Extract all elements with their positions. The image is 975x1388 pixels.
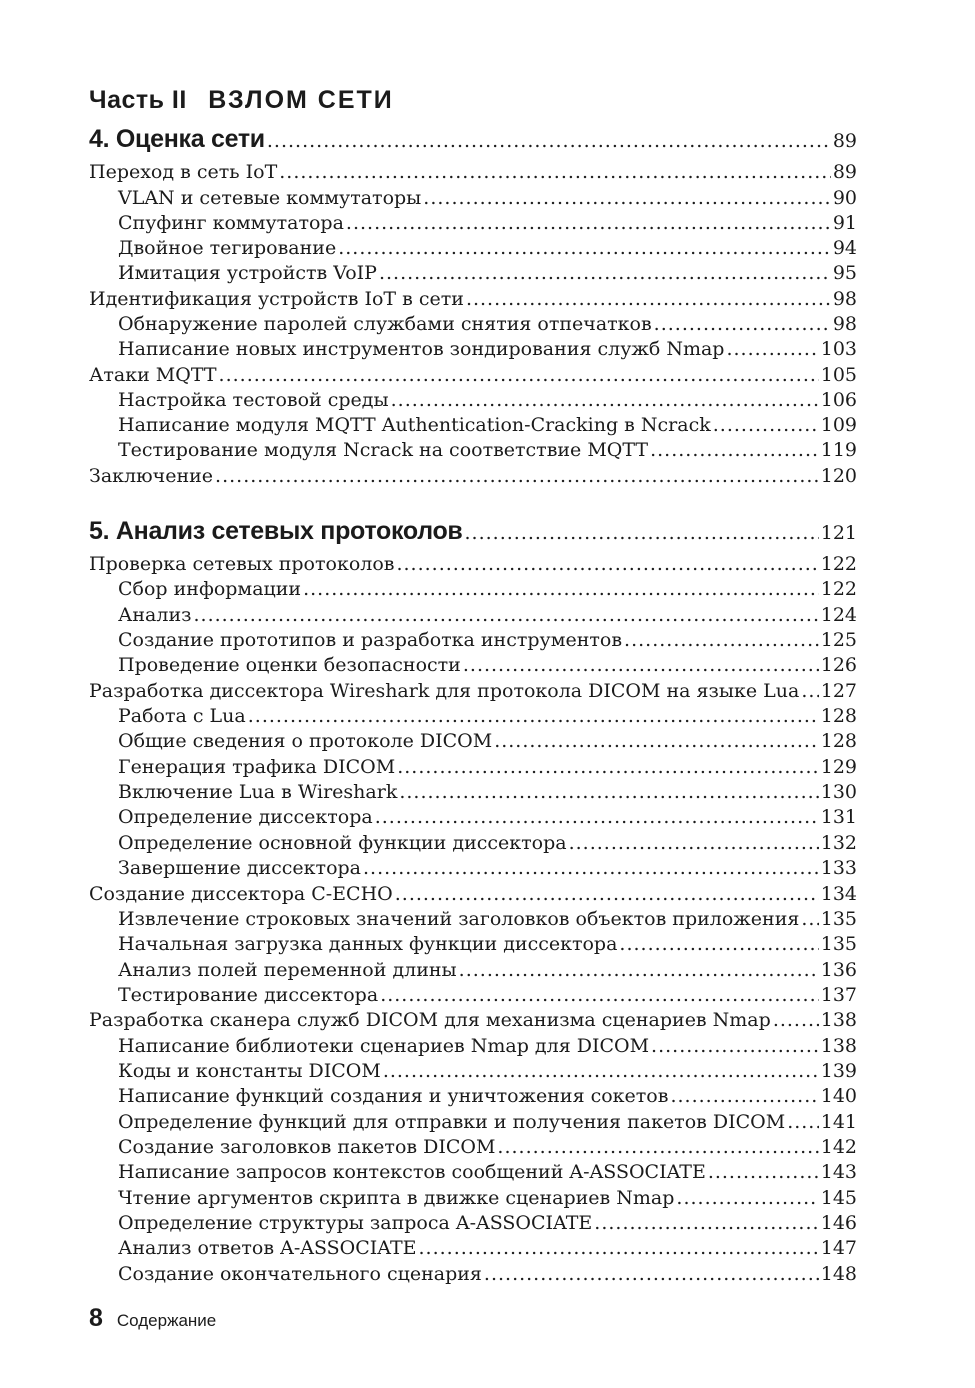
- entry-title: Анализ: [118, 604, 192, 626]
- page-number: 136: [820, 959, 857, 981]
- footer-section-title: Содержание: [116, 1311, 217, 1330]
- page-number: 91: [832, 212, 857, 234]
- dot-leader: [193, 603, 818, 627]
- page-number: 98: [832, 288, 857, 310]
- entry-title: Разработка диссектора Wireshark для протокола DICOM на языке Lua: [89, 680, 800, 702]
- page-number: 128: [820, 705, 857, 727]
- page-number: 139: [820, 1060, 857, 1082]
- dot-leader: [459, 958, 819, 982]
- page-number: 127: [820, 680, 857, 702]
- toc-entry[interactable]: [118, 236, 857, 260]
- dot-leader: [713, 413, 819, 437]
- toc-entry[interactable]: [118, 932, 857, 956]
- dot-leader: [303, 577, 819, 601]
- page-number: 135: [820, 908, 857, 930]
- footer-page-number: 8: [89, 1304, 103, 1332]
- page-number: 138: [820, 1009, 857, 1031]
- entry-title: Разработка сканера служб DICOM для механизма сценариев Nmap: [89, 1009, 771, 1031]
- toc-entry[interactable]: [118, 1236, 857, 1260]
- page-number: 143: [820, 1161, 857, 1183]
- toc-entry[interactable]: [89, 882, 857, 906]
- toc-entry[interactable]: [118, 755, 857, 779]
- dot-leader: [397, 755, 819, 779]
- toc-entry[interactable]: [118, 1110, 857, 1134]
- entry-title: Тестирование модуля Ncrack на соответствие MQTT: [118, 439, 649, 461]
- entry-title: Работа с Lua: [118, 705, 246, 727]
- entry-title: Анализ полей переменной длины: [118, 959, 457, 981]
- dot-leader: [594, 1211, 818, 1235]
- page-number: 89: [832, 130, 857, 152]
- chapter-title: 4. Оценка сети: [89, 125, 265, 153]
- dot-leader: [219, 363, 819, 387]
- entry-title: Создание диссектора C-ECHO: [89, 883, 393, 905]
- toc-entry[interactable]: [118, 1084, 857, 1108]
- page-number: 126: [820, 654, 857, 676]
- toc-entry[interactable]: [118, 312, 857, 336]
- page-number: 128: [820, 730, 857, 752]
- entry-title: Имитация устройств VoIP: [118, 262, 377, 284]
- toc-entry[interactable]: [118, 1262, 857, 1286]
- entry-title: Написание функций создания и уничтожения сокетов: [118, 1085, 669, 1107]
- entry-title: Создание прототипов и разработка инструментов: [118, 629, 623, 651]
- toc-entry[interactable]: [118, 831, 857, 855]
- dot-leader: [396, 552, 818, 576]
- toc-entry[interactable]: [118, 1160, 857, 1184]
- part-label: Часть II: [89, 86, 187, 114]
- page-number: 134: [820, 883, 857, 905]
- page-number: 105: [820, 364, 857, 386]
- dot-leader: [494, 729, 819, 753]
- entry-title: Написание модуля MQTT Authentication-Cracking в Ncrack: [118, 414, 711, 436]
- entry-title: Тестирование диссектора: [118, 984, 379, 1006]
- dot-leader: [363, 856, 819, 880]
- page-number: 94: [832, 237, 857, 259]
- entry-title: Определение основной функции диссектора: [118, 832, 567, 854]
- dot-leader: [346, 211, 831, 235]
- dot-leader: [787, 1110, 819, 1134]
- toc-entry[interactable]: [118, 1059, 857, 1083]
- page-number: 141: [820, 1111, 857, 1133]
- dot-leader: [651, 1034, 819, 1058]
- dot-leader: [279, 160, 831, 184]
- dot-leader: [379, 261, 831, 285]
- page-footer: [89, 1304, 216, 1333]
- entry-title: Генерация трафика DICOM: [118, 756, 396, 778]
- dot-leader: [654, 312, 831, 336]
- dot-leader: [726, 337, 818, 361]
- entry-title: Коды и константы DICOM: [118, 1060, 381, 1082]
- page-number: 146: [820, 1212, 857, 1234]
- dot-leader: [419, 1236, 819, 1260]
- entry-title: Анализ ответов A-ASSOCIATE: [118, 1237, 417, 1259]
- entry-title: VLAN и сетевые коммутаторы: [118, 187, 422, 209]
- page-number: 138: [820, 1035, 857, 1057]
- chapter-heading[interactable]: [89, 519, 857, 545]
- page-number: 129: [820, 756, 857, 778]
- toc-entry[interactable]: [118, 186, 857, 210]
- entry-title: Настройка тестовой среды: [118, 389, 389, 411]
- page-number: 125: [820, 629, 857, 651]
- dot-leader: [338, 236, 831, 260]
- dot-leader: [619, 932, 818, 956]
- toc-entry[interactable]: [118, 261, 857, 285]
- dot-leader: [569, 831, 819, 855]
- dot-leader: [267, 129, 831, 153]
- entry-title: Определение диссектора: [118, 806, 373, 828]
- chapter-heading[interactable]: [89, 127, 857, 153]
- dot-leader: [395, 882, 819, 906]
- dot-leader: [670, 1084, 818, 1108]
- dot-leader: [497, 1135, 818, 1159]
- toc-entry[interactable]: [118, 438, 857, 462]
- entry-title: Обнаружение паролей службами снятия отпечатков: [118, 313, 652, 335]
- entry-title: Двойное тегирование: [118, 237, 337, 259]
- page-number: 145: [820, 1187, 857, 1209]
- page-number: 142: [820, 1136, 857, 1158]
- page-number: 148: [820, 1263, 857, 1285]
- entry-title: Переход в сеть IoT: [89, 161, 278, 183]
- part-heading: [89, 86, 394, 115]
- page-number: 90: [832, 187, 857, 209]
- entry-title: Написание новых инструментов зондирования служб Nmap: [118, 338, 725, 360]
- dot-leader: [463, 653, 819, 677]
- toc-entry[interactable]: [118, 1034, 857, 1058]
- page-number: 106: [820, 389, 857, 411]
- toc-entry[interactable]: [118, 211, 857, 235]
- entry-title: Создание заголовков пакетов DICOM: [118, 1136, 496, 1158]
- toc-entry[interactable]: [89, 160, 857, 184]
- page-number: 131: [820, 806, 857, 828]
- dot-leader: [383, 1059, 819, 1083]
- page-number: 135: [820, 933, 857, 955]
- dot-leader: [624, 628, 819, 652]
- entry-title: Общие сведения о протоколе DICOM: [118, 730, 493, 752]
- page-number: 130: [820, 781, 857, 803]
- page-number: 119: [820, 439, 857, 461]
- toc-entry[interactable]: [118, 1211, 857, 1235]
- dot-leader: [466, 287, 831, 311]
- toc-entry[interactable]: [118, 805, 857, 829]
- toc-entry[interactable]: [118, 603, 857, 627]
- toc-entry[interactable]: [89, 679, 857, 703]
- page-number: 140: [820, 1085, 857, 1107]
- entry-title: Чтение аргументов скрипта в движке сценариев Nmap: [118, 1187, 675, 1209]
- page-number: 122: [820, 578, 857, 600]
- page-number: 132: [820, 832, 857, 854]
- toc-entry[interactable]: [118, 388, 857, 412]
- dot-leader: [215, 464, 819, 488]
- entry-title: Проверка сетевых протоколов: [89, 553, 395, 575]
- entry-title: Заключение: [89, 465, 214, 487]
- dot-leader: [773, 1008, 819, 1032]
- entry-title: Начальная загрузка данных функции диссектора: [118, 933, 618, 955]
- dot-leader: [423, 186, 831, 210]
- toc-entry[interactable]: [118, 856, 857, 880]
- page-number: 95: [832, 262, 857, 284]
- toc-entry[interactable]: [118, 337, 857, 361]
- dot-leader: [399, 780, 818, 804]
- toc-entry[interactable]: [118, 413, 857, 437]
- toc-entry[interactable]: [89, 464, 857, 488]
- entry-title: Идентификация устройств IoT в сети: [89, 288, 464, 310]
- toc-entry[interactable]: [118, 628, 857, 652]
- entry-title: Определение структуры запроса A-ASSOCIATE: [118, 1212, 593, 1234]
- part-title: ВЗЛОМ СЕТИ: [208, 86, 394, 114]
- toc-entry[interactable]: [118, 729, 857, 753]
- entry-title: Завершение диссектора: [118, 857, 361, 879]
- toc-entry[interactable]: [118, 577, 857, 601]
- toc-entry[interactable]: [118, 1186, 857, 1210]
- toc-entry[interactable]: [118, 983, 857, 1007]
- page-number: 121: [820, 522, 857, 544]
- toc-entry[interactable]: [118, 704, 857, 728]
- page-number: 98: [832, 313, 857, 335]
- entry-title: Спуфинг коммутатора: [118, 212, 344, 234]
- dot-leader: [708, 1160, 819, 1184]
- entry-title: Написание библиотеки сценариев Nmap для DICOM: [118, 1035, 650, 1057]
- dot-leader: [801, 907, 818, 931]
- dot-leader: [465, 521, 819, 545]
- entry-title: Извлечение строковых значений заголовков объектов приложения: [118, 908, 800, 930]
- page-number: 122: [820, 553, 857, 575]
- entry-title: Создание окончательного сценария: [118, 1263, 482, 1285]
- toc-entry[interactable]: [89, 363, 857, 387]
- page-number: 133: [820, 857, 857, 879]
- dot-leader: [375, 805, 819, 829]
- toc-entry[interactable]: [118, 1135, 857, 1159]
- toc-entry[interactable]: [89, 287, 857, 311]
- chapter-title: 5. Анализ сетевых протоколов: [89, 517, 463, 545]
- page-number: 124: [820, 604, 857, 626]
- dot-leader: [650, 438, 819, 462]
- dot-leader: [484, 1262, 819, 1286]
- toc-entry[interactable]: [89, 1008, 857, 1032]
- toc-entry[interactable]: [118, 653, 857, 677]
- entry-title: Атаки MQTT: [89, 364, 217, 386]
- dot-leader: [801, 679, 818, 703]
- dot-leader: [676, 1186, 818, 1210]
- page-number: 147: [820, 1237, 857, 1259]
- dot-leader: [248, 704, 819, 728]
- page-number: 109: [820, 414, 857, 436]
- entry-title: Включение Lua в Wireshark: [118, 781, 398, 803]
- toc-entry[interactable]: [118, 780, 857, 804]
- toc-entry[interactable]: [118, 907, 857, 931]
- dot-leader: [391, 388, 819, 412]
- entry-title: Определение функций для отправки и получения пакетов DICOM: [118, 1111, 786, 1133]
- page-number: 137: [820, 984, 857, 1006]
- entry-title: Проведение оценки безопасности: [118, 654, 461, 676]
- dot-leader: [380, 983, 819, 1007]
- page-number: 89: [832, 161, 857, 183]
- page-number: 120: [820, 465, 857, 487]
- entry-title: Сбор информации: [118, 578, 302, 600]
- toc-entry[interactable]: [118, 958, 857, 982]
- page-number: 103: [820, 338, 857, 360]
- entry-title: Написание запросов контекстов сообщений A-ASSOCIATE: [118, 1161, 706, 1183]
- toc-entry[interactable]: [89, 552, 857, 576]
